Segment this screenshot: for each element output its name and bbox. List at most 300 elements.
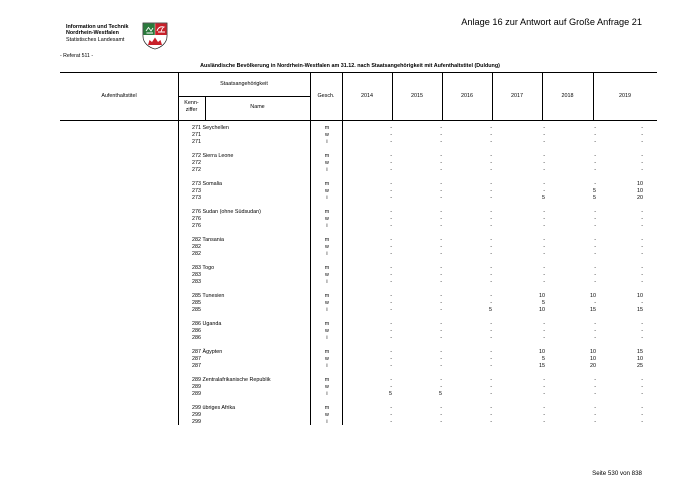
value-cell-2016: - — [490, 181, 492, 187]
kennziffer: 273 — [192, 195, 201, 202]
value-cell-2015: - — [440, 251, 442, 258]
value-cell-2019: 15 — [637, 307, 643, 314]
kennziffer: 289 — [192, 377, 201, 383]
org-line-3: Statistisches Landesamt — [66, 36, 125, 43]
value-cell-2019: 10 — [637, 188, 643, 195]
value-cell-2018: - — [594, 223, 596, 230]
org-line-2: Nordrhein-Westfalen — [66, 30, 119, 37]
header-geschlecht: Gesch. — [317, 93, 335, 99]
value-cell-2014: - — [390, 377, 392, 383]
value-cell-2017: - — [543, 412, 545, 419]
gender-cell: m — [324, 265, 330, 271]
kennziffer: 285 — [192, 307, 201, 314]
country-group — [0, 405, 700, 429]
kennziffer: 285 — [192, 300, 201, 307]
value-cell-2017: - — [543, 167, 545, 174]
country-code — [192, 160, 312, 167]
country-name: Togo — [202, 265, 215, 271]
kennziffer: 273 — [192, 181, 201, 187]
value-cell-2016: - — [490, 272, 492, 279]
value-cell-2015: - — [440, 223, 442, 230]
value-cell-2016: - — [490, 237, 492, 243]
value-cell-2019: - — [641, 160, 643, 167]
value-cell-2019: - — [641, 419, 643, 426]
country-code — [192, 356, 312, 363]
gender-cell: w — [325, 132, 329, 139]
country-code — [192, 188, 312, 195]
value-cell-2015: - — [440, 125, 442, 131]
country-label — [192, 405, 312, 412]
value-cell-2019: - — [641, 321, 643, 327]
country-group — [0, 377, 700, 401]
country-label — [192, 293, 312, 300]
value-cell-2019: - — [641, 412, 643, 419]
value-cell-2014: - — [390, 384, 392, 391]
value-cell-2018: - — [594, 125, 596, 131]
kennziffer: 283 — [192, 279, 201, 286]
value-cell-2015: - — [440, 272, 442, 279]
country-label — [192, 265, 312, 272]
kennziffer: 286 — [192, 335, 201, 342]
country-label — [192, 153, 312, 160]
value-cell-2014: - — [390, 237, 392, 243]
kennziffer: 272 — [192, 160, 201, 167]
value-cell-2014: - — [390, 160, 392, 167]
value-cell-2017: - — [543, 251, 545, 258]
value-cell-2015: - — [440, 181, 442, 187]
value-cell-2014: - — [390, 181, 392, 187]
gender-cell: i — [326, 167, 328, 174]
country-label — [192, 181, 312, 188]
value-cell-2018: 10 — [590, 349, 596, 355]
header-aufenthaltstitel: Aufenthaltstitel — [101, 93, 137, 99]
value-cell-2019: 25 — [637, 363, 643, 370]
country-code — [192, 391, 312, 398]
kennziffer: 282 — [192, 237, 201, 243]
value-cell-2018: - — [594, 237, 596, 243]
value-cell-2018: - — [594, 209, 596, 215]
value-cell-2014: 5 — [389, 391, 392, 398]
value-cell-2015: - — [440, 244, 442, 251]
kennziffer: 276 — [192, 209, 201, 215]
kennziffer: 273 — [192, 188, 201, 195]
value-cell-2016: - — [490, 384, 492, 391]
value-cell-2017: - — [543, 139, 545, 146]
value-cell-2017: - — [543, 377, 545, 383]
country-name: Sierra Leone — [202, 153, 234, 159]
gender-cell: i — [326, 391, 328, 398]
value-cell-2016: - — [490, 412, 492, 419]
value-cell-2016: - — [490, 349, 492, 355]
country-group — [0, 321, 700, 345]
value-cell-2017: 10 — [539, 349, 545, 355]
kennziffer: 272 — [192, 167, 201, 174]
country-code — [192, 167, 312, 174]
value-cell-2019: - — [641, 125, 643, 131]
value-cell-2018: - — [594, 391, 596, 398]
kennziffer: 299 — [192, 405, 201, 411]
country-code — [192, 132, 312, 139]
country-group — [0, 125, 700, 149]
value-cell-2018: - — [594, 335, 596, 342]
value-cell-2019: - — [641, 300, 643, 307]
value-cell-2019: - — [641, 153, 643, 159]
country-code — [192, 272, 312, 279]
country-name: Seychellen — [202, 125, 229, 131]
kennziffer: 286 — [192, 321, 201, 327]
header-kennziffer: Kenn- ziffer — [184, 100, 199, 113]
value-cell-2018: - — [594, 321, 596, 327]
value-cell-2019: - — [641, 132, 643, 139]
gender-cell: m — [324, 181, 330, 187]
country-group — [0, 237, 700, 261]
value-cell-2017: - — [543, 265, 545, 271]
table-title: Ausländische Bevölkerung in Nordrhein-Westfalen am 31.12. nach Staatsangehörigkeit mit Aufenthaltstitel (Duldung) — [200, 63, 500, 69]
country-label — [192, 321, 312, 328]
value-cell-2014: - — [390, 251, 392, 258]
value-cell-2019: - — [641, 384, 643, 391]
value-cell-2014: - — [390, 349, 392, 355]
gender-cell: m — [324, 349, 330, 355]
value-cell-2015: - — [440, 363, 442, 370]
value-cell-2015: - — [440, 384, 442, 391]
value-cell-2014: - — [390, 209, 392, 215]
country-name: Somalia — [202, 181, 222, 187]
org-line-1: Information und Technik — [66, 24, 129, 30]
value-cell-2014: - — [390, 307, 392, 314]
gender-cell: i — [326, 335, 328, 342]
value-cell-2019: 20 — [637, 195, 643, 202]
value-cell-2017: - — [543, 160, 545, 167]
value-cell-2018: - — [594, 412, 596, 419]
gender-cell: m — [324, 237, 330, 243]
gender-cell: m — [324, 209, 330, 215]
gender-cell: m — [324, 153, 330, 159]
value-cell-2015: - — [440, 216, 442, 223]
value-cell-2018: - — [594, 300, 596, 307]
value-cell-2016: - — [490, 251, 492, 258]
value-cell-2018: - — [594, 216, 596, 223]
kennziffer: 285 — [192, 293, 201, 299]
value-cell-2019: - — [641, 328, 643, 335]
value-cell-2019: - — [641, 216, 643, 223]
value-cell-2016: - — [490, 265, 492, 271]
kennziffer: 283 — [192, 265, 201, 271]
value-cell-2017: - — [543, 216, 545, 223]
value-cell-2019: - — [641, 251, 643, 258]
value-cell-2015: - — [440, 153, 442, 159]
country-code — [192, 139, 312, 146]
value-cell-2017: - — [543, 188, 545, 195]
header-year-2016: 2016 — [461, 93, 473, 99]
kennziffer: 271 — [192, 125, 201, 131]
value-cell-2014: - — [390, 244, 392, 251]
kennziffer: 272 — [192, 153, 201, 159]
table-header-bottom — [60, 120, 657, 121]
value-cell-2018: - — [594, 419, 596, 426]
value-cell-2015: - — [440, 356, 442, 363]
gender-cell: w — [325, 384, 329, 391]
value-cell-2014: - — [390, 223, 392, 230]
value-cell-2017: - — [543, 237, 545, 243]
value-cell-2017: 5 — [542, 300, 545, 307]
country-code — [192, 335, 312, 342]
kennziffer: 289 — [192, 391, 201, 398]
value-cell-2014: - — [390, 153, 392, 159]
gender-cell: i — [326, 195, 328, 202]
value-cell-2016: - — [490, 216, 492, 223]
value-cell-2016: - — [490, 405, 492, 411]
value-cell-2015: - — [440, 335, 442, 342]
value-cell-2015: - — [440, 377, 442, 383]
value-cell-2019: - — [641, 223, 643, 230]
country-group — [0, 209, 700, 233]
page-number: Seite 530 von 838 — [592, 470, 642, 477]
value-cell-2018: 10 — [590, 356, 596, 363]
gender-cell: m — [324, 125, 330, 131]
kennziffer: 276 — [192, 223, 201, 230]
value-cell-2016: - — [490, 356, 492, 363]
value-cell-2019: - — [641, 167, 643, 174]
country-code — [192, 223, 312, 230]
value-cell-2015: - — [440, 349, 442, 355]
value-cell-2017: 5 — [542, 195, 545, 202]
value-cell-2018: - — [594, 167, 596, 174]
value-cell-2016: - — [490, 279, 492, 286]
gender-cell: i — [326, 139, 328, 146]
value-cell-2019: - — [641, 391, 643, 398]
country-group — [0, 265, 700, 289]
country-code — [192, 412, 312, 419]
country-name: Ägypten — [202, 349, 223, 355]
header-year-2015: 2015 — [411, 93, 423, 99]
value-cell-2018: - — [594, 132, 596, 139]
gender-cell: w — [325, 188, 329, 195]
value-cell-2016: - — [490, 209, 492, 215]
country-group — [0, 181, 700, 205]
header-staatsangehoerigkeit: Staatsangehörigkeit — [220, 81, 268, 87]
value-cell-2019: 15 — [637, 349, 643, 355]
gender-cell: m — [324, 377, 330, 383]
value-cell-2017: - — [543, 181, 545, 187]
value-cell-2016: - — [490, 321, 492, 327]
gender-cell: w — [325, 216, 329, 223]
value-cell-2015: - — [440, 188, 442, 195]
value-cell-2017: - — [543, 153, 545, 159]
value-cell-2014: - — [390, 216, 392, 223]
country-label — [192, 377, 312, 384]
value-cell-2019: 10 — [637, 356, 643, 363]
gender-cell: w — [325, 412, 329, 419]
value-cell-2017: 15 — [539, 363, 545, 370]
value-cell-2016: - — [490, 300, 492, 307]
value-cell-2017: - — [543, 405, 545, 411]
value-cell-2015: - — [440, 209, 442, 215]
gender-cell: w — [325, 328, 329, 335]
value-cell-2017: 5 — [542, 356, 545, 363]
kennziffer: 271 — [192, 139, 201, 146]
header-year-2019: 2019 — [619, 93, 631, 99]
kennziffer: 299 — [192, 419, 201, 426]
gender-cell: w — [325, 272, 329, 279]
gender-cell: w — [325, 244, 329, 251]
staats-subheader-line — [178, 96, 310, 97]
country-label — [192, 125, 312, 132]
header-year-2014: 2014 — [361, 93, 373, 99]
gender-cell: m — [324, 293, 330, 299]
value-cell-2018: 5 — [593, 195, 596, 202]
value-cell-2018: - — [594, 181, 596, 187]
value-cell-2016: - — [490, 244, 492, 251]
value-cell-2018: - — [594, 328, 596, 335]
kennziffer: 299 — [192, 412, 201, 419]
value-cell-2015: - — [440, 279, 442, 286]
value-cell-2018: - — [594, 279, 596, 286]
value-cell-2015: - — [440, 328, 442, 335]
country-code — [192, 328, 312, 335]
gender-cell: m — [324, 321, 330, 327]
value-cell-2015: - — [440, 300, 442, 307]
value-cell-2014: - — [390, 195, 392, 202]
value-cell-2017: - — [543, 419, 545, 426]
value-cell-2014: - — [390, 139, 392, 146]
gender-cell: i — [326, 279, 328, 286]
value-cell-2019: - — [641, 405, 643, 411]
nrw-crest-icon — [142, 22, 168, 50]
value-cell-2017: - — [543, 328, 545, 335]
value-cell-2015: - — [440, 160, 442, 167]
value-cell-2016: - — [490, 363, 492, 370]
value-cell-2017: 10 — [539, 293, 545, 299]
value-cell-2015: - — [440, 132, 442, 139]
value-cell-2017: - — [543, 384, 545, 391]
value-cell-2018: - — [594, 377, 596, 383]
value-cell-2017: - — [543, 223, 545, 230]
country-name: Tansania — [202, 237, 224, 243]
value-cell-2014: - — [390, 279, 392, 286]
value-cell-2016: - — [490, 139, 492, 146]
value-cell-2017: - — [543, 132, 545, 139]
kennziffer: 289 — [192, 384, 201, 391]
kennziffer: 287 — [192, 356, 201, 363]
value-cell-2019: - — [641, 237, 643, 243]
value-cell-2018: - — [594, 265, 596, 271]
value-cell-2016: - — [490, 377, 492, 383]
country-code — [192, 419, 312, 426]
value-cell-2015: - — [440, 419, 442, 426]
country-group — [0, 349, 700, 373]
value-cell-2014: - — [390, 300, 392, 307]
value-cell-2018: 5 — [593, 188, 596, 195]
country-group — [0, 293, 700, 317]
country-code — [192, 216, 312, 223]
value-cell-2019: - — [641, 272, 643, 279]
country-name: übriges Afrika — [202, 405, 236, 411]
country-code — [192, 244, 312, 251]
value-cell-2018: 15 — [590, 307, 596, 314]
gender-cell: m — [324, 405, 330, 411]
attachment-title: Anlage 16 zur Antwort auf Große Anfrage 21 — [461, 17, 642, 27]
value-cell-2016: - — [490, 195, 492, 202]
value-cell-2016: - — [490, 160, 492, 167]
value-cell-2019: 10 — [637, 293, 643, 299]
value-cell-2018: - — [594, 153, 596, 159]
value-cell-2016: - — [490, 391, 492, 398]
kennziffer: 282 — [192, 244, 201, 251]
value-cell-2018: - — [594, 139, 596, 146]
value-cell-2015: - — [440, 237, 442, 243]
value-cell-2015: - — [440, 167, 442, 174]
value-cell-2019: - — [641, 335, 643, 342]
value-cell-2019: - — [641, 139, 643, 146]
value-cell-2015: - — [440, 139, 442, 146]
value-cell-2017: 10 — [539, 307, 545, 314]
gender-cell: i — [326, 251, 328, 258]
country-code — [192, 279, 312, 286]
value-cell-2015: - — [440, 321, 442, 327]
gender-cell: i — [326, 307, 328, 314]
value-cell-2018: - — [594, 272, 596, 279]
table-border-top — [60, 72, 657, 73]
value-cell-2016: - — [490, 167, 492, 174]
kennziffer: 287 — [192, 349, 201, 355]
kennziffer: 287 — [192, 363, 201, 370]
department-label: - Referat 511 - — [60, 53, 94, 59]
value-cell-2015: 5 — [439, 391, 442, 398]
country-name: Uganda — [202, 321, 222, 327]
value-cell-2015: - — [440, 195, 442, 202]
kennziffer: 283 — [192, 272, 201, 279]
value-cell-2014: - — [390, 335, 392, 342]
value-cell-2014: - — [390, 272, 392, 279]
kennziffer: 271 — [192, 132, 201, 139]
value-cell-2019: - — [641, 209, 643, 215]
value-cell-2015: - — [440, 265, 442, 271]
value-cell-2014: - — [390, 363, 392, 370]
gender-cell: w — [325, 160, 329, 167]
gender-cell: i — [326, 363, 328, 370]
value-cell-2016: - — [490, 132, 492, 139]
value-cell-2016: - — [490, 223, 492, 230]
country-name: Zentralafrikanische Republik — [202, 377, 271, 383]
value-cell-2019: - — [641, 244, 643, 251]
value-cell-2018: 20 — [590, 363, 596, 370]
value-cell-2014: - — [390, 321, 392, 327]
value-cell-2019: - — [641, 377, 643, 383]
country-code — [192, 384, 312, 391]
value-cell-2015: - — [440, 412, 442, 419]
value-cell-2016: - — [490, 188, 492, 195]
organization-name — [66, 24, 129, 43]
value-cell-2014: - — [390, 265, 392, 271]
gender-cell: w — [325, 300, 329, 307]
country-label — [192, 209, 312, 216]
value-cell-2017: - — [543, 321, 545, 327]
value-cell-2014: - — [390, 188, 392, 195]
kennziffer: 282 — [192, 251, 201, 258]
value-cell-2018: - — [594, 384, 596, 391]
value-cell-2014: - — [390, 125, 392, 131]
header-year-2018: 2018 — [561, 93, 574, 99]
value-cell-2016: - — [490, 335, 492, 342]
value-cell-2014: - — [390, 412, 392, 419]
value-cell-2018: - — [594, 244, 596, 251]
value-cell-2019: - — [641, 279, 643, 286]
country-code — [192, 195, 312, 202]
country-code — [192, 363, 312, 370]
value-cell-2015: - — [440, 307, 442, 314]
country-group — [0, 153, 700, 177]
